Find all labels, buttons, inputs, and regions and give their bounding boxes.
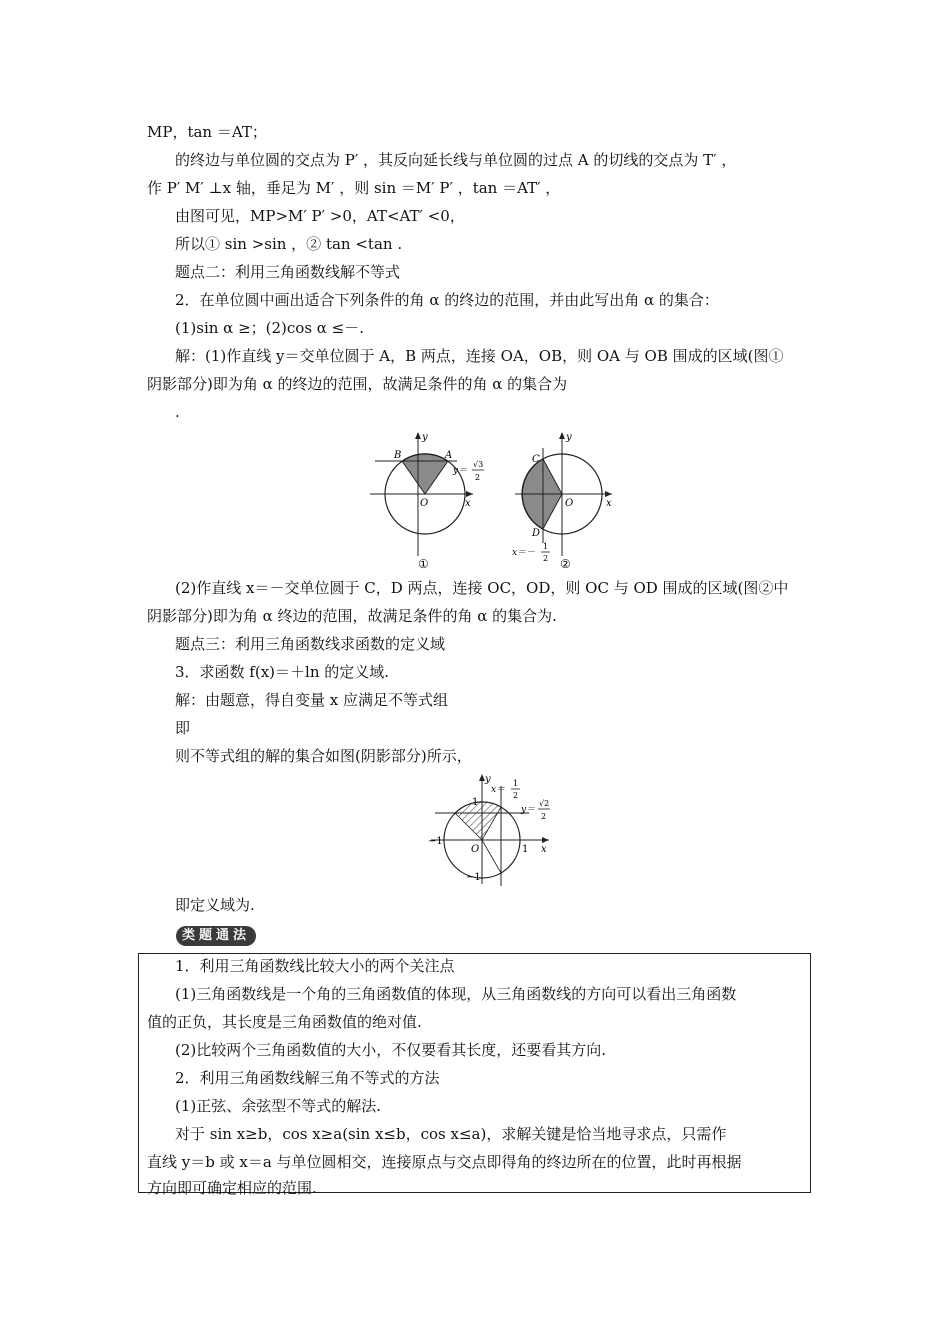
shaded-sector (402, 454, 448, 494)
box-line: 1．利用三角函数线比较大小的两个关注点 (175, 957, 455, 975)
text-line: . (175, 403, 180, 421)
tick-label-neg1-x: −1 (428, 836, 443, 847)
origin-label: O (420, 498, 429, 509)
tick-label-1-x: 1 (522, 844, 529, 855)
fraction-num: 1 (543, 542, 549, 551)
section-heading: 题点三：利用三角函数线求函数的定义域 (175, 635, 446, 653)
box-line: 直线 y＝b 或 x＝a 与单位圆相交，连接原点与交点即得角的终边所在的位置，此时再根据 (147, 1153, 742, 1171)
vertical-line-eq: x＝ (491, 785, 506, 795)
text-line: MP，tan ＝AT； (147, 123, 267, 141)
fraction-den: 2 (475, 473, 481, 482)
fraction-den: 2 (543, 554, 549, 563)
point-c-label: C (532, 454, 540, 465)
fraction-den: 2 (541, 812, 547, 821)
y-axis-label: y (485, 774, 491, 785)
text-line: 由图可见，MP>M′ P′ >0，AT<AT′ <0， (175, 207, 465, 225)
tick-label-1: 1 (472, 797, 479, 808)
tick-label-neg1-y: −1 (466, 872, 481, 883)
box-line: 对于 sin x≥b，cos x≥a(sin x≤b，cos x≤a)，求解关键是恰当地寻求点，只需作 (175, 1125, 727, 1143)
section-heading: 题点二：利用三角函数线解不等式 (175, 263, 401, 281)
x-axis-label: x (465, 498, 471, 509)
figure-1-unit-circle (365, 428, 495, 573)
text-line: (2)作直线 x＝－交单位圆于 C，D 两点，连接 OC，OD，则 OC 与 OD 围成的区域(图②中 (175, 579, 789, 597)
text-line: 则不等式组的解的集合如图(阴影部分)所示， (175, 747, 472, 765)
box-line: 2．利用三角函数线解三角不等式的方法 (175, 1069, 440, 1087)
fraction-num: 1 (513, 779, 519, 788)
text-line: 作 P′ M′ ⊥x 轴，垂足为 M′ ，则 sin ＝M′ P′ ，tan ＝AT′ ， (147, 179, 561, 197)
box-line: 方向即可确定相应的范围. (147, 1179, 317, 1197)
box-line: (1)正弦、余弦型不等式的解法. (175, 1097, 382, 1115)
point-b-label: B (394, 450, 402, 461)
box-line: 值的正负，其长度是三角函数值的绝对值. (147, 1013, 422, 1031)
text-line: 的终边与单位圆的交点为 P′ ，其反向延长线与单位圆的过点 A 的切线的交点为 T′ ， (175, 151, 737, 169)
line-eq-label: y＝ (453, 466, 468, 476)
line-eq-label: x＝－ (512, 548, 536, 558)
summary-badge: 类题通法 (176, 926, 256, 946)
origin-label: O (565, 498, 574, 509)
problem-statement: 3．求函数 f(x)＝＋ln 的定义域. (175, 663, 390, 681)
text-line: 即 (175, 719, 191, 737)
text-line: (1)sin α ≥；(2)cos α ≤－. (175, 319, 365, 337)
fraction-num: √3 (473, 460, 484, 469)
point-d-label: D (532, 528, 541, 539)
origin-label: O (471, 844, 480, 855)
text-line: 即定义域为. (175, 896, 255, 914)
fraction-den: 2 (513, 791, 519, 800)
text-line: 阴影部分)即为角 α 终边的范围，故满足条件的角 α 的集合为. (147, 607, 557, 625)
x-axis-label: x (606, 498, 612, 509)
box-line: (1)三角函数线是一个角的三角函数值的体现，从三角函数线的方向可以看出三角函数 (175, 985, 737, 1003)
point-a-label: A (445, 450, 453, 461)
text-line: 阴影部分)即为角 α 的终边的范围，故满足条件的角 α 的集合为 (147, 375, 568, 393)
y-axis-label: y (566, 432, 572, 443)
box-line: (2)比较两个三角函数值的大小，不仅要看其长度，还要看其方向. (175, 1041, 607, 1059)
fraction-num: √2 (539, 799, 550, 808)
figure-caption: ② (560, 557, 571, 571)
y-axis-label: y (422, 432, 428, 443)
text-line: 解：(1)作直线 y＝交单位圆于 A，B 两点，连接 OA，OB，则 OA 与 OB 围成的区域(图① (175, 347, 784, 365)
x-axis-label: x (541, 844, 547, 855)
figure-2-unit-circle (512, 428, 622, 573)
figure-caption: ① (418, 557, 429, 571)
horizontal-line-eq: y＝ (521, 805, 536, 815)
text-line: 所以① sin >sin ，② tan <tan . (175, 235, 403, 253)
text-line: 解：由题意，得自变量 x 应满足不等式组 (175, 691, 448, 709)
problem-statement: 2．在单位圆中画出适合下列条件的角 α 的终边的范围，并由此写出角 α 的集合： (175, 291, 719, 309)
figure-3-unit-circle (425, 772, 560, 890)
